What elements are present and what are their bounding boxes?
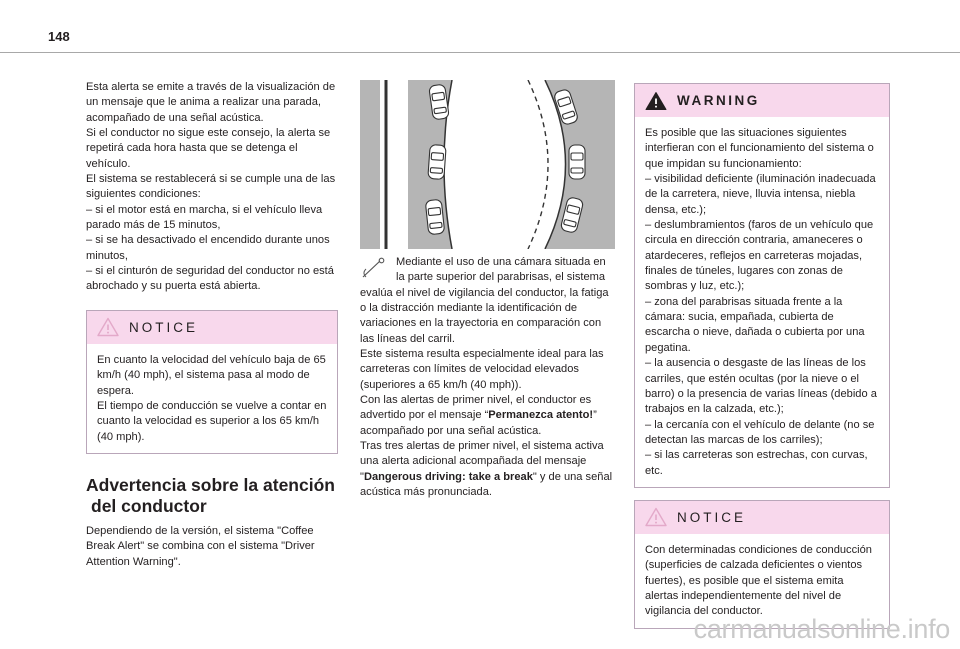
warning-triangle-icon — [645, 507, 667, 527]
paragraph: Este sistema resulta especialmente ideal para las carreteras con límites de velocidad elevados (superiores a 65 km/h (40 mph)). — [360, 348, 604, 391]
alert-message: Permanezca atento! — [488, 409, 594, 422]
watermark: carmanualsonline.info — [693, 614, 950, 644]
list-item: – si el cinturón de seguridad del conductor no está abrochado y su puerta está abierta. — [86, 265, 334, 293]
column-2 — [360, 80, 615, 501]
warning-header — [635, 84, 889, 117]
list-item: – la cercanía con el vehículo de delante (no se detectan las marcas de los carriles); — [645, 418, 875, 446]
notice-header — [87, 311, 337, 344]
header-divider — [0, 52, 960, 53]
paragraph — [360, 439, 615, 500]
notice-header — [635, 501, 889, 534]
list-item: – si las carreteras son estrechas, con curvas, etc. — [645, 449, 868, 477]
lane-drift-illustration — [360, 80, 615, 249]
list-item: – la ausencia o desgaste de las líneas de los carriles, que estén ocultas (por la nieve o el barro) o la presencia de varias líneas (debido a trabajos en la calzada, etc.); — [645, 357, 877, 416]
paragraph — [360, 393, 615, 439]
section-heading — [86, 475, 338, 517]
notice-title: NOTICE — [677, 509, 747, 525]
notice-title: NOTICE — [129, 319, 199, 335]
text-run: Tras tres alertas de primer nivel, el sistema activa una alerta adicional acompañada del mensaje " — [360, 440, 604, 483]
description-text — [360, 255, 615, 501]
paragraph: Es posible que las situaciones siguientes interfieran con el funcionamiento del sistema o que impidan su funcionamiento: — [645, 127, 874, 170]
paragraph: Si el conductor no sigue este consejo, la alerta se repetirá cada hora hasta que se detenga el vehículo. — [86, 127, 331, 170]
warning-body — [635, 117, 889, 487]
text-run: Con las alertas de primer nivel, el conductor es advertido por el mensaje “ — [360, 394, 592, 422]
camera-info-icon — [360, 257, 388, 279]
text-run: " y de una señal acústica más pronunciada. — [360, 470, 613, 499]
list-item: – deslumbramientos (faros de un vehículo que circula en dirección contraria, amaneceres o atardeceres, reflejos en carreteras mojadas, finales de túneles, lugares con zonas de sombras y luz, etc.); — [645, 219, 874, 293]
page-number: 148 — [48, 29, 70, 44]
intro-text — [86, 80, 338, 295]
paragraph: Mediante el uso de una cámara situada en la parte superior del parabrisas, el sistema evalúa el nivel de vigilancia del conductor, la fatiga o la distracción mediante la identificación de variaciones en la trayectoria en comparación con las líneas del carril. — [360, 256, 609, 345]
notice-box — [86, 310, 338, 454]
text-run: ” acompañado por una señal acústica. — [360, 409, 597, 437]
paragraph: Esta alerta se emite a través de la visualización de un mensaje que le anima a realizar una parada, acompañado de una señal acústica. — [86, 81, 336, 124]
alert-message: Dangerous driving: take a break — [363, 470, 533, 483]
list-item: – visibilidad deficiente (iluminación inadecuada de la carretera, nieve, lluvia intensa, niebla densa, etc.); — [645, 173, 876, 216]
paragraph: En cuanto la velocidad del vehículo baja de 65 km/h (40 mph), el sistema pasa al modo de espera. — [97, 353, 326, 397]
paragraph: El tiempo de conducción se vuelve a contar en cuanto la velocidad es superior a los 65 km/h (40 mph). — [97, 399, 327, 443]
paragraph: Con determinadas condiciones de conducción (superficies de calzada deficientes o vientos fuertes), es posible que el sistema emita alertas independientemente del nivel de vigilancia del conductor. — [645, 543, 872, 618]
section-intro: Dependiendo de la versión, el sistema "Coffee Break Alert" se combina con el sistema "Driver Attention Warning". — [86, 524, 315, 568]
notice-body — [87, 344, 337, 453]
heading-line: del conductor — [91, 495, 207, 516]
paragraph: El sistema se restablecerá si se cumple una de las siguientes condiciones: — [86, 173, 336, 201]
list-item: – si el motor está en marcha, si el vehículo lleva parado más de 15 minutos, — [86, 203, 323, 232]
column-1 — [86, 80, 338, 570]
warning-title: WARNING — [677, 92, 760, 108]
warning-box — [634, 83, 890, 488]
column-3 — [634, 80, 890, 629]
warning-triangle-icon — [97, 317, 119, 337]
heading-line: Advertencia sobre la atención — [86, 474, 335, 495]
list-item: – zona del parabrisas situada frente a la cámara: sucia, empañada, cubierta de escarcha o nieve, dañada o cubierta por una pegatina. — [645, 295, 865, 354]
list-item: – si se ha desactivado el encendido durante unos minutos, — [86, 234, 330, 262]
notice-box — [634, 500, 890, 629]
warning-triangle-icon — [645, 91, 667, 111]
